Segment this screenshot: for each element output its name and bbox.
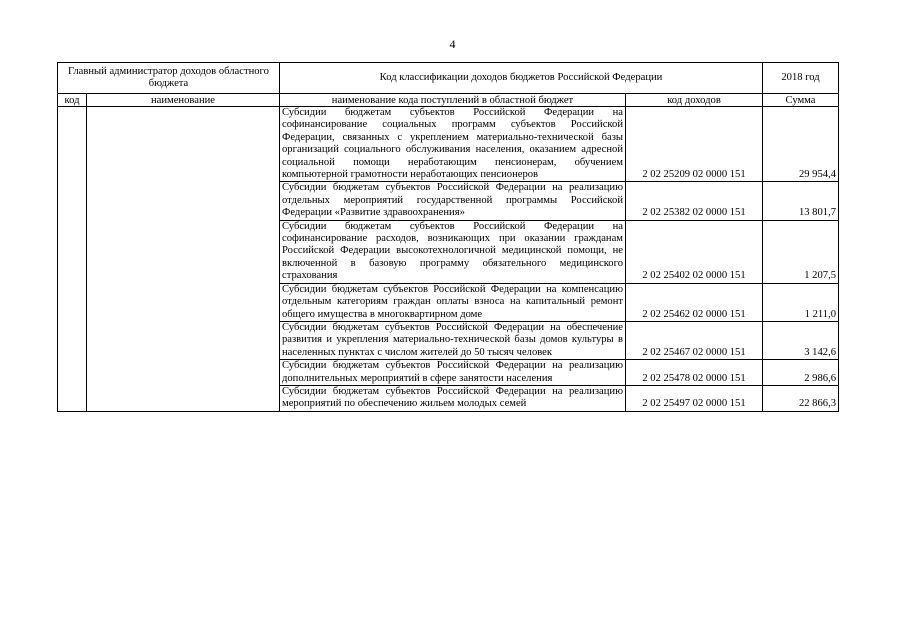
revenue-code-cell: 2 02 25497 02 0000 151	[626, 385, 763, 411]
revenue-code-cell: 2 02 25382 02 0000 151	[626, 182, 763, 220]
col-name-header: наименование	[87, 94, 280, 107]
admin-name-cell	[87, 107, 280, 412]
admin-group-header: Главный администратор доходов областного бюджета	[58, 63, 280, 94]
revenue-name-cell: Субсидии бюджетам субъектов Российской Федерации на софинансирование социальных программ субъектов Российской Федерации, связанных с укреплением материально-технической базы организаций социального обслуживания населения, оказанием адресной социальной помощи неработающим пенсионерам, обучением компьютерной грамотности неработающих пенсионеров	[280, 107, 626, 182]
revenue-name-cell: Субсидии бюджетам субъектов Российской Федерации на реализацию дополнительных мероприятий в сфере занятости населения	[280, 360, 626, 386]
revenue-name-cell: Субсидии бюджетам субъектов Российской Федерации на реализацию отдельных мероприятий государственной программы Российской Федерации «Развитие здравоохранения»	[280, 182, 626, 220]
sum-cell: 22 866,3	[763, 385, 839, 411]
sum-cell: 29 954,4	[763, 107, 839, 182]
revenue-code-cell: 2 02 25478 02 0000 151	[626, 360, 763, 386]
page-number: 4	[449, 37, 456, 51]
sum-cell: 13 801,7	[763, 182, 839, 220]
revenue-name-cell: Субсидии бюджетам субъектов Российской Федерации на обеспечение развития и укрепления материально-технической базы домов культуры в населенных пунктах с числом жителей до 50 тысяч человек	[280, 321, 626, 359]
year-header: 2018 год	[763, 63, 839, 94]
revenue-code-cell: 2 02 25402 02 0000 151	[626, 220, 763, 283]
sum-cell: 2 986,6	[763, 360, 839, 386]
col-revenue-code-header: код доходов	[626, 94, 763, 107]
revenue-name-cell: Субсидии бюджетам субъектов Российской Федерации на компенсацию отдельным категориям граждан оплаты взноса на капитальный ремонт общего имущества в многоквартирном доме	[280, 283, 626, 321]
revenue-code-cell: 2 02 25209 02 0000 151	[626, 107, 763, 182]
sum-cell: 1 211,0	[763, 283, 839, 321]
kod-cell	[58, 107, 87, 412]
col-kod-header: код	[58, 94, 87, 107]
classification-group-header: Код классификации доходов бюджетов Российской Федерации	[280, 63, 763, 94]
table-header-row-2	[58, 94, 839, 107]
revenue-code-cell: 2 02 25462 02 0000 151	[626, 283, 763, 321]
revenue-name-cell: Субсидии бюджетам субъектов Российской Федерации на реализацию мероприятий по обеспечению жильем молодых семей	[280, 385, 626, 411]
sum-cell: 3 142,6	[763, 321, 839, 359]
sum-cell: 1 207,5	[763, 220, 839, 283]
budget-revenue-table	[57, 62, 839, 412]
revenue-code-cell: 2 02 25467 02 0000 151	[626, 321, 763, 359]
table-header-row-1	[58, 63, 839, 94]
col-sum-header: Сумма	[763, 94, 839, 107]
table-row	[58, 107, 839, 182]
revenue-name-cell: Субсидии бюджетам субъектов Российской Федерации на софинансирование расходов, возникающих при оказании гражданам Российской Федерации высокотехнологичной медицинской помощи, не включенной в базовую программу обязательного медицинского страхования	[280, 220, 626, 283]
col-revenue-name-header: наименование кода поступлений в областной бюджет	[280, 94, 626, 107]
